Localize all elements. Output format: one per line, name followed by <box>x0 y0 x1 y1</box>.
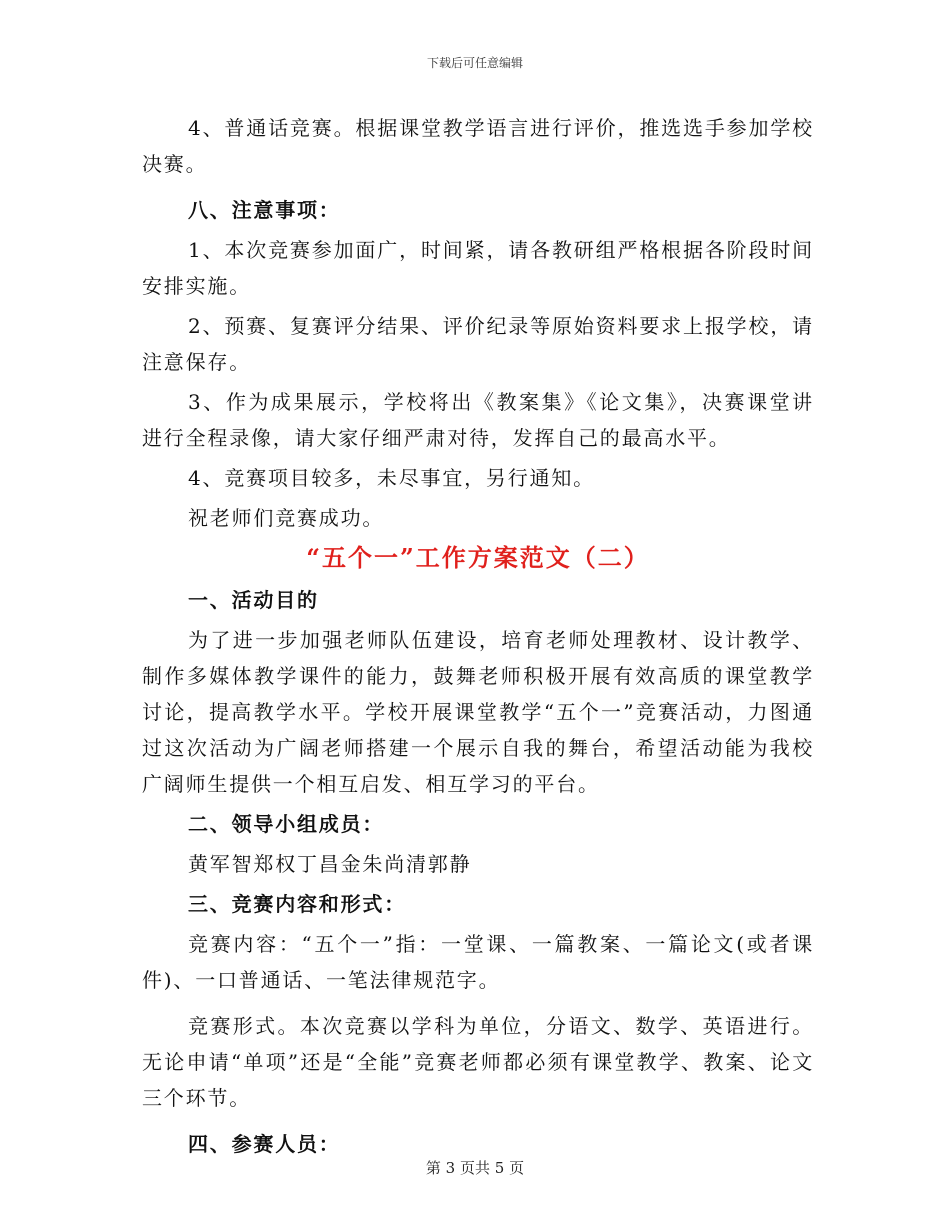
heading-content-form: 三、竞赛内容和形式： <box>188 892 406 916</box>
heading-leadership: 二、领导小组成员： <box>188 812 385 836</box>
heading-notes: 八、注意事项： <box>188 198 341 222</box>
heading-participants: 四、参赛人员： <box>188 1132 341 1156</box>
paragraph-note-1: 1、本次竞赛参加面广，时间紧，请各教研组严格根据各阶段时间安排实施。 <box>142 238 814 298</box>
paragraph-form: 竞赛形式。本次竞赛以学科为单位，分语文、数学、英语进行。无论申请“单项”还是“全能”竞赛老师都必须有课堂教学、教案、论文三个环节。 <box>142 1014 814 1110</box>
paragraph-purpose: 为了进一步加强老师队伍建设，培育老师处理教材、设计教学、制作多媒体教学课件的能力，鼓舞老师积极开展有效高质的课堂教学讨论，提高教学水平。学校开展课堂教学“五个一”竞赛活动，力图通过这次活动为广阔老师搭建一个展示自我的舞台，希望活动能为我校广阔师生提供一个相互启发、相互学习的平台。 <box>142 628 814 796</box>
paragraph-note-4: 4、竞赛项目较多，未尽事宜，另行通知。 <box>188 466 595 490</box>
paragraph-content: 竞赛内容：“五个一”指：一堂课、一篇教案、一篇论文(或者课件)、一口普通话、一笔法律规范字。 <box>142 932 814 992</box>
page-header: 下载后可任意编辑 <box>426 56 523 70</box>
paragraph-contest-putonghua: 4、普通话竞赛。根据课堂教学语言进行评价，推选选手参加学校决赛。 <box>142 116 814 176</box>
paragraph-wishes: 祝老师们竞赛成功。 <box>188 506 385 530</box>
page-footer: 第 3 页共 5 页 <box>425 1159 525 1177</box>
document-title: “五个一”工作方案范文（二） <box>306 543 650 572</box>
paragraph-note-3: 3、作为成果展示，学校将出《教案集》《论文集》，决赛课堂讲进行全程录像，请大家仔细严肃对待，发挥自己的最高水平。 <box>142 390 814 450</box>
heading-purpose: 一、活动目的 <box>188 588 319 612</box>
paragraph-members: 黄军智郑权丁昌金朱尚清郭静 <box>188 852 472 876</box>
paragraph-note-2: 2、预赛、复赛评分结果、评价纪录等原始资料要求上报学校，请注意保存。 <box>142 314 814 374</box>
document-body <box>142 110 814 1162</box>
